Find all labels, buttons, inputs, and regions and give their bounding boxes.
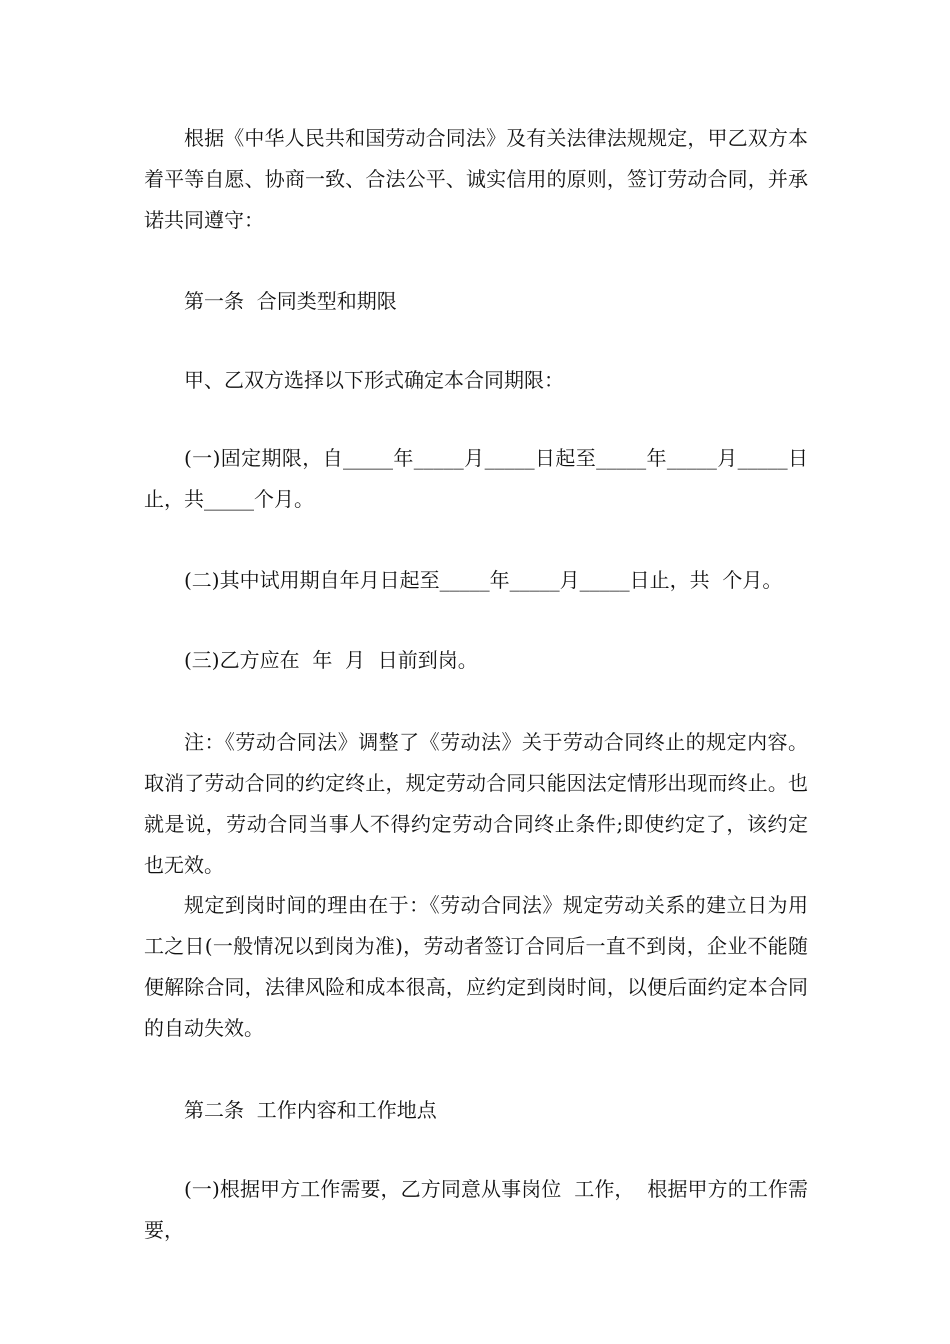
fixed-term-clause: (一)固定期限，自_____年_____月_____日起至_____年_____月_____日止，共_____个月。 xyxy=(144,446,808,511)
work-content-clause: (一)根据甲方工作需要，乙方同意从事岗位 工作， 根据甲方的工作需要， xyxy=(144,1177,808,1242)
article-2-heading: 第二条 工作内容和工作地点 xyxy=(184,1098,437,1122)
preamble-paragraph: 根据《中华人民共和国劳动合同法》及有关法律法规规定，甲乙双方本着平等自愿、协商一致、合法公平、诚实信用的原则，签订劳动合同，并承诺共同遵守： xyxy=(144,126,808,232)
probation-clause: (二)其中试用期自年月日起至_____年_____月_____日止，共 个月。 xyxy=(184,568,783,592)
reasoning-paragraph: 规定到岗时间的理由在于：《劳动合同法》规定劳动关系的建立日为用工之日(一般情况以到岗为准)，劳动者签订合同后一直不到岗，企业不能随便解除合同，法律风险和成本很高，应约定到岗时间，以便后面约定本合同的自动失效。 xyxy=(144,893,808,1040)
term-selection-paragraph: 甲、乙双方选择以下形式确定本合同期限： xyxy=(184,368,564,392)
article-1-heading: 第一条 合同类型和期限 xyxy=(184,289,397,313)
report-date-clause: (三)乙方应在 年 月 日前到岗。 xyxy=(184,648,478,672)
note-paragraph: 注：《劳动合同法》调整了《劳动法》关于劳动合同终止的规定内容。取消了劳动合同的约定终止，规定劳动合同只能因法定情形出现而终止。也就是说，劳动合同当事人不得约定劳动合同终止条件;即使约定了，该约定也无效。 xyxy=(144,730,808,877)
